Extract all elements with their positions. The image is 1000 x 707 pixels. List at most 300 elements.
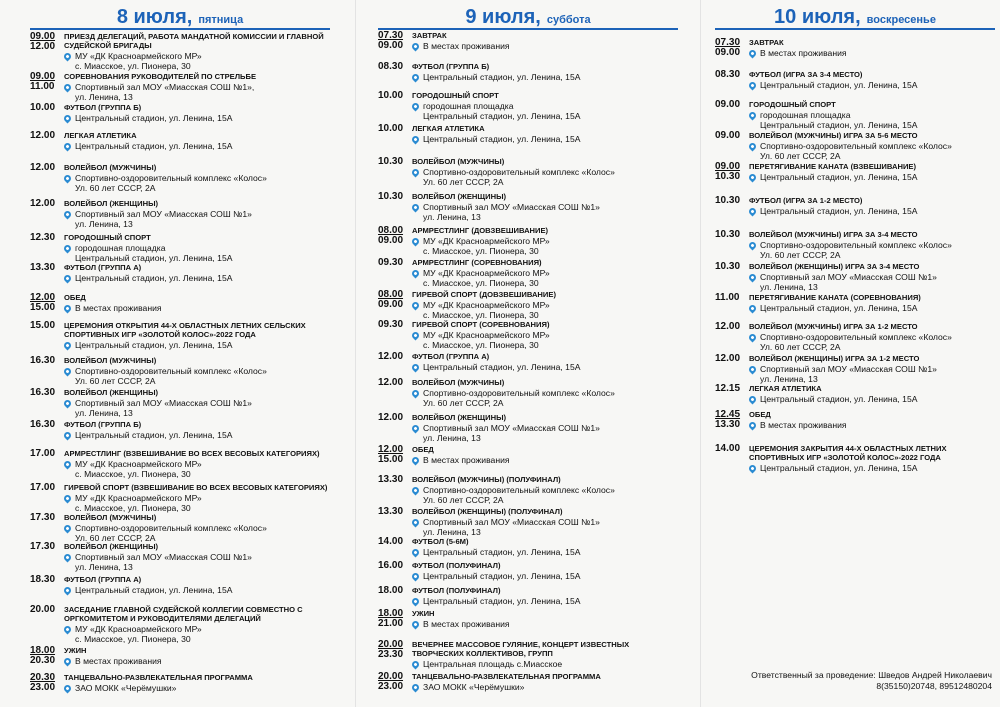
event-time [715,100,749,130]
schedule-event [30,513,330,543]
event-location [64,141,330,151]
location-pin-icon [748,81,758,91]
event-time [715,230,749,260]
schedule-event [30,199,330,229]
event-location-text: Центральный стадион, ул. Ленина, 15А [423,571,581,581]
event-location-text: Спортивный зал МОУ «Миасская СОШ №1» ул. Ленина, 13 [75,209,252,229]
event-location [64,173,330,193]
location-pin-icon [411,597,421,607]
event-location-text: Спортивно-оздоровительный комплекс «Колос» Ул. 60 лет СССР, 2А [75,366,267,386]
schedule-event [30,542,330,572]
event-title: ТАНЦЕВАЛЬНО-РАЗВЛЕКАТЕЛЬНАЯ ПРОГРАММА [412,672,601,681]
event-time [30,542,64,572]
event-time [715,38,749,58]
event-location [749,110,995,130]
event-location-text: В местах проживания [423,455,510,465]
event-start-time: 12.00 [378,351,404,362]
event-body [412,507,678,537]
location-pin-icon [411,424,421,434]
event-time [378,31,412,51]
event-time [30,72,64,102]
event-location-text: Центральный стадион, ул. Ленина, 15А [75,430,233,440]
event-time [715,410,749,430]
location-pin-icon [411,269,421,279]
event-title: ФУТБОЛ (ПОЛУФИНАЛ) [412,586,501,595]
event-location-text: Спортивно-оздоровительный комплекс «Колос» Ул. 60 лет СССР, 2А [760,141,952,161]
event-location-text: Спортивно-оздоровительный комплекс «Колос» Ул. 60 лет СССР, 2А [75,173,267,193]
event-location [64,683,330,693]
event-time [715,354,749,384]
event-title: ФУТБОЛ (ГРУППА Б) [64,103,142,112]
event-start-time: 09.00 [715,130,741,141]
event-start-time: 12.00 [715,321,741,332]
event-body [64,513,330,543]
event-end-time: 13.30 [715,419,741,430]
event-body [64,263,330,283]
event-title: ЦЕРЕМОНИЯ ОТКРЫТИЯ 44-Х ОБЛАСТНЫХ ЛЕТНИХ СЕЛЬСКИХ СПОРТИВНЫХ ИГР «ЗОЛОТОЙ КОЛОС»-2022 ГОДА [64,321,306,339]
location-pin-icon [411,301,421,311]
event-location [64,552,330,572]
event-time [30,575,64,595]
event-time [30,263,64,283]
event-location-text: городошная площадка Центральный стадион, ул. Ленина, 15А [423,101,581,121]
schedule-event [30,163,330,193]
event-start-time: 10.00 [30,102,56,113]
event-end-time: 20.30 [30,655,56,666]
event-time [30,356,64,386]
event-title: ТАНЦЕВАЛЬНО-РАЗВЛЕКАТЕЛЬНАЯ ПРОГРАММА [64,673,253,682]
event-body [749,293,995,313]
footer-line-1: Ответственный за проведение: Шведов Андрей Николаевич [751,670,992,680]
event-location-text: Центральный стадион, ул. Ленина, 15А [760,463,918,473]
day-column-2 [378,0,678,692]
location-pin-icon [411,518,421,528]
location-pin-icon [411,572,421,582]
event-location [64,656,330,666]
event-title: АРМРЕСТЛИНГ (ДОВЗВЕШИВАНИЕ) [412,226,549,235]
event-start-time: 10.30 [715,229,741,240]
event-end-time: 23.00 [378,681,404,692]
event-location [749,420,995,430]
event-start-time: 17.30 [30,512,56,523]
schedule-event [715,262,995,292]
event-time [30,199,64,229]
event-title: ФУТБОЛ (ПОЛУФИНАЛ) [412,561,501,570]
schedule-event [30,233,330,263]
event-title: ЗАВТРАК [749,38,784,47]
event-location [412,682,678,692]
schedule-event [378,192,678,222]
event-title: ГИРЕВОЙ СПОРТ (ВЗВЕШИВАНИЕ ВО ВСЕХ ВЕСОВЫХ КАТЕГОРИЯХ) [64,483,328,492]
event-location-text: МУ «ДК Красноармейского МР» с. Миасское, ул. Пионера, 30 [75,493,202,513]
event-location-text: Центральный стадион, ул. Ленина, 15А [423,547,581,557]
event-body [412,290,678,320]
schedule-event [715,70,995,90]
event-start-time: 09.30 [378,319,404,330]
event-location-text: МУ «ДК Красноармейского МР» с. Миасское, ул. Пионера, 30 [423,236,550,256]
event-location [412,236,678,256]
event-location-text: Спортивно-оздоровительный комплекс «Колос» Ул. 60 лет СССР, 2А [423,485,615,505]
event-body [749,196,995,216]
event-time [378,258,412,288]
event-start-time: 13.30 [378,474,404,485]
event-time [30,646,64,666]
location-pin-icon [748,207,758,217]
event-body [749,262,995,292]
event-title: ФУТБОЛ (ГРУППА А) [64,575,142,584]
location-pin-icon [411,237,421,247]
location-pin-icon [63,142,73,152]
event-title: ЗАСЕДАНИЕ ГЛАВНОЙ СУДЕЙСКОЙ КОЛЛЕГИИ СОВМЕСТНО С ОРГКОМИТЕТОМ И РУКОВОДИТЕЛЯМИ ДЕЛЕГАЦИЙ [64,605,303,623]
event-location-text: Центральный стадион, ул. Ленина, 15А [760,394,918,404]
event-start-time: 07.30 [378,30,404,41]
event-location-text: Центральный стадион, ул. Ленина, 15А [760,303,918,313]
event-location-text: МУ «ДК Красноармейского МР» с. Миасское, ул. Пионера, 30 [75,459,202,479]
event-body [749,322,995,352]
event-time [715,162,749,182]
event-start-time: 10.00 [378,90,404,101]
event-body [749,100,995,130]
event-location-text: Спортивно-оздоровительный комплекс «Колос» Ул. 60 лет СССР, 2А [423,167,615,187]
location-pin-icon [63,341,73,351]
event-body [412,31,678,51]
location-pin-icon [411,548,421,558]
event-location-text: ЗАО МОКК «Черёмушки» [75,683,177,693]
event-title: ФУТБОЛ (5-6М) [412,537,469,546]
location-pin-icon [411,389,421,399]
event-time [378,507,412,537]
event-start-time: 09.00 [30,31,56,42]
schedule-event [30,72,330,102]
event-title: ЗАВТРАК [412,31,447,40]
event-end-time: 09.00 [378,40,404,51]
location-pin-icon [63,367,73,377]
day-date: 8 июля, [116,6,193,28]
schedule-event [378,91,678,121]
location-pin-icon [63,244,73,254]
event-body [749,354,995,384]
event-start-time: 12.00 [30,198,56,209]
event-title: ВОЛЕЙБОЛ (ЖЕНЩИНЫ) [64,199,159,208]
event-body [64,388,330,418]
location-pin-icon [63,586,73,596]
event-start-time: 08.00 [378,225,404,236]
event-location [64,209,330,229]
event-title: ГИРЕВОЙ СПОРТ (СОРЕВНОВАНИЯ) [412,320,550,329]
event-body [64,32,330,71]
event-location [749,80,995,90]
schedule-event [378,640,678,669]
event-end-time: 12.00 [30,41,56,52]
event-body [64,321,330,350]
event-body [749,444,995,473]
event-location-text: Спортивный зал МОУ «Миасская СОШ №1» ул. Ленина, 13 [423,423,600,443]
event-location [64,459,330,479]
schedule-event [715,354,995,384]
event-time [378,91,412,121]
event-location-text: Центральный стадион, ул. Ленина, 15А [423,134,581,144]
event-time [30,163,64,193]
event-location-text: МУ «ДК Красноармейского МР» с. Миасское, ул. Пионера, 30 [423,330,550,350]
event-location [749,463,995,473]
event-body [412,62,678,82]
event-title: ВОЛЕЙБОЛ (ЖЕНЩИНЫ) [64,542,159,551]
event-start-time: 08.30 [715,69,741,80]
event-start-time: 12.15 [715,383,741,394]
schedule-event [30,605,330,644]
day-header [30,0,330,30]
event-location [412,455,678,465]
event-end-time: 15.00 [30,302,56,313]
event-body [412,640,678,669]
event-title: ФУТБОЛ (ГРУППА Б) [64,420,142,429]
event-start-time: 09.00 [715,99,741,110]
schedule-event [30,420,330,440]
location-pin-icon [748,241,758,251]
schedule-event [378,157,678,187]
event-location [64,523,330,543]
location-pin-icon [63,494,73,504]
schedule-event [715,38,995,58]
event-start-time: 10.00 [378,123,404,134]
schedule-event [30,103,330,123]
event-body [412,320,678,350]
event-start-time: 20.30 [30,672,56,683]
event-start-time: 09.00 [30,71,56,82]
event-start-time: 08.00 [378,289,404,300]
event-location-text: Центральный стадион, ул. Ленина, 15А [75,585,233,595]
schedule-event [715,162,995,182]
location-pin-icon [748,49,758,59]
event-start-time: 15.00 [30,320,56,331]
event-location [749,141,995,161]
event-start-time: 18.00 [30,645,56,656]
event-title: ФУТБОЛ (ИГРА ЗА 1-2 МЕСТО) [749,196,863,205]
event-time [30,293,64,313]
location-pin-icon [63,625,73,635]
location-pin-icon [63,684,73,694]
event-body [412,226,678,256]
event-body [412,378,678,408]
event-title: ПЕРЕТЯГИВАНИЕ КАНАТА (СОРЕВНОВАНИЯ) [749,293,921,302]
event-title: ВОЛЕЙБОЛ (МУЖЧИНЫ) [64,513,157,522]
location-pin-icon [748,304,758,314]
event-location-text: Центральная площадь с.Миасское [423,659,563,669]
event-location [412,300,678,320]
schedule-event [715,100,995,130]
event-location-text: Центральный стадион, ул. Ленина, 15А [760,206,918,216]
event-location-text: Спортивный зал МОУ «Миасская СОШ №1» ул. Ленина, 13 [75,398,252,418]
event-start-time: 14.00 [378,536,404,547]
fold-line [355,0,356,707]
schedule-event [30,263,330,283]
event-time [378,537,412,557]
event-location [749,48,995,58]
location-pin-icon [411,331,421,341]
schedule-event [30,356,330,386]
event-time [378,672,412,692]
event-title: ВОЛЕЙБОЛ (МУЖЧИНЫ) ИГРА ЗА 3-4 МЕСТО [749,230,918,239]
event-body [412,192,678,222]
location-pin-icon [63,657,73,667]
location-pin-icon [63,399,73,409]
event-time [378,226,412,256]
event-time [378,124,412,144]
event-location [412,547,678,557]
location-pin-icon [63,553,73,563]
event-location-text: МУ «ДК Красноармейского МР» с. Миасское, ул. Пионера, 30 [423,300,550,320]
schedule-event [30,321,330,350]
event-location-text: В местах проживания [75,656,162,666]
event-location-text: Центральный стадион, ул. Ленина, 15А [760,172,918,182]
event-start-time: 16.30 [30,419,56,430]
event-title: ВОЛЕЙБОЛ (ЖЕНЩИНЫ) ИГРА ЗА 1-2 МЕСТО [749,354,920,363]
event-end-time: 09.00 [715,47,741,58]
event-location [749,206,995,216]
event-start-time: 12.00 [30,162,56,173]
event-title: ФУТБОЛ (ГРУППА Б) [412,62,490,71]
schedule-event [378,672,678,692]
schedule-event [378,561,678,581]
event-time [378,609,412,629]
event-start-time: 16.30 [30,355,56,366]
event-title: ФУТБОЛ (ГРУППА А) [64,263,142,272]
event-location [412,268,678,288]
event-time [715,384,749,404]
event-location-text: МУ «ДК Красноармейского МР» с. Миасское, ул. Пионера, 30 [75,624,202,644]
event-location [412,202,678,222]
event-body [412,475,678,505]
schedule-event [30,293,330,313]
event-start-time: 12.00 [378,377,404,388]
event-location [749,394,995,404]
event-location [412,571,678,581]
event-title: ЦЕРЕМОНИЯ ЗАКРЫТИЯ 44-Х ОБЛАСТНЫХ ЛЕТНИХ СПОРТИВНЫХ ИГР «ЗОЛОТОЙ КОЛОС»-2022 ГОДА [749,444,947,462]
event-time [30,321,64,350]
event-title: ФУТБОЛ (ГРУППА А) [412,352,490,361]
event-body [749,230,995,260]
event-time [30,233,64,263]
event-location-text: Спортивно-оздоровительный комплекс «Колос» Ул. 60 лет СССР, 2А [760,332,952,352]
event-body [749,131,995,161]
event-title: ОБЕД [749,410,771,419]
event-location-text: Спортивный зал МОУ «Миасская СОШ №1» ул. Ленина, 13 [423,517,600,537]
event-body [64,673,330,693]
event-start-time: 17.30 [30,541,56,552]
event-time [30,449,64,479]
event-title: ВОЛЕЙБОЛ (МУЖЧИНЫ) [412,378,505,387]
location-pin-icon [748,142,758,152]
event-title: ФУТБОЛ (ИГРА ЗА 3-4 МЕСТО) [749,70,863,79]
event-start-time: 20.00 [378,671,404,682]
event-location [64,243,330,263]
event-time [30,388,64,418]
event-location [412,619,678,629]
event-start-time: 07.30 [715,37,741,48]
event-start-time: 09.30 [378,257,404,268]
schedule-event [378,31,678,51]
day-header [378,0,678,30]
event-title: ВОЛЕЙБОЛ (ЖЕНЩИНЫ) [64,388,159,397]
event-start-time: 18.00 [378,608,404,619]
event-location [64,303,330,313]
event-location [412,388,678,408]
event-time [30,483,64,513]
location-pin-icon [748,173,758,183]
location-pin-icon [411,486,421,496]
event-start-time: 16.30 [30,387,56,398]
event-start-time: 12.00 [30,292,56,303]
event-location [412,167,678,187]
event-start-time: 09.00 [715,161,741,172]
event-time [30,32,64,71]
event-time [715,262,749,292]
schedule-event [715,322,995,352]
event-body [749,410,995,430]
event-body [64,72,330,102]
schedule-event [30,673,330,693]
event-title: ПРИЕЗД ДЕЛЕГАЦИЙ, РАБОТА МАНДАТНОЙ КОМИССИИ И ГЛАВНОЙ СУДЕЙСКОЙ БРИГАДЫ [64,32,324,50]
event-location [412,659,678,669]
event-start-time: 17.00 [30,448,56,459]
location-pin-icon [63,274,73,284]
event-location [64,430,330,440]
event-location-text: Центральный стадион, ул. Ленина, 15А [760,80,918,90]
event-location [64,585,330,595]
event-end-time: 21.00 [378,618,404,629]
event-body [64,293,330,313]
event-body [749,38,995,58]
event-body [412,445,678,465]
event-time [30,673,64,693]
event-title: ГИРЕВОЙ СПОРТ (ДОВЗВЕШИВАНИЕ) [412,290,556,299]
event-location-text: МУ «ДК Красноармейского МР» с. Миасское, ул. Пионера, 30 [423,268,550,288]
event-title: ЛЕГКАЯ АТЛЕТИКА [749,384,822,393]
event-end-time: 23.30 [378,649,404,660]
event-location-text: Центральный стадион, ул. Ленина, 15А [75,141,233,151]
event-body [412,124,678,144]
event-body [412,91,678,121]
event-title: ГОРОДОШНЫЙ СПОРТ [749,100,836,109]
event-start-time: 08.30 [378,61,404,72]
event-title: ЛЕГКАЯ АТЛЕТИКА [412,124,485,133]
event-start-time: 18.00 [378,585,404,596]
event-body [412,352,678,372]
event-location [64,624,330,644]
event-title: ВЕЧЕРНЕЕ МАССОВОЕ ГУЛЯНИЕ, КОНЦЕРТ ИЗВЕСТНЫХ ТВОРЧЕСКИХ КОЛЛЕКТИВОВ, ГРУПП [412,640,630,658]
location-pin-icon [63,524,73,534]
event-time [715,444,749,473]
event-time [30,605,64,644]
event-location-text: городошная площадка Центральный стадион, ул. Ленина, 15А [760,110,918,130]
event-location [412,362,678,372]
location-pin-icon [411,456,421,466]
event-title: ВОЛЕЙБОЛ (ЖЕНЩИНЫ) [412,192,507,201]
event-start-time: 10.30 [715,261,741,272]
location-pin-icon [411,168,421,178]
event-location-text: Центральный стадион, ул. Ленина, 15А [423,72,581,82]
schedule-event [30,32,330,71]
schedule-event [715,410,995,430]
event-start-time: 17.00 [30,482,56,493]
event-location [412,485,678,505]
event-start-time: 10.30 [378,191,404,202]
schedule-event [715,196,995,216]
event-location-text: Центральный стадион, ул. Ленина, 15А [75,340,233,350]
event-location-text: В местах проживания [423,41,510,51]
event-time [30,103,64,123]
location-pin-icon [411,102,421,112]
